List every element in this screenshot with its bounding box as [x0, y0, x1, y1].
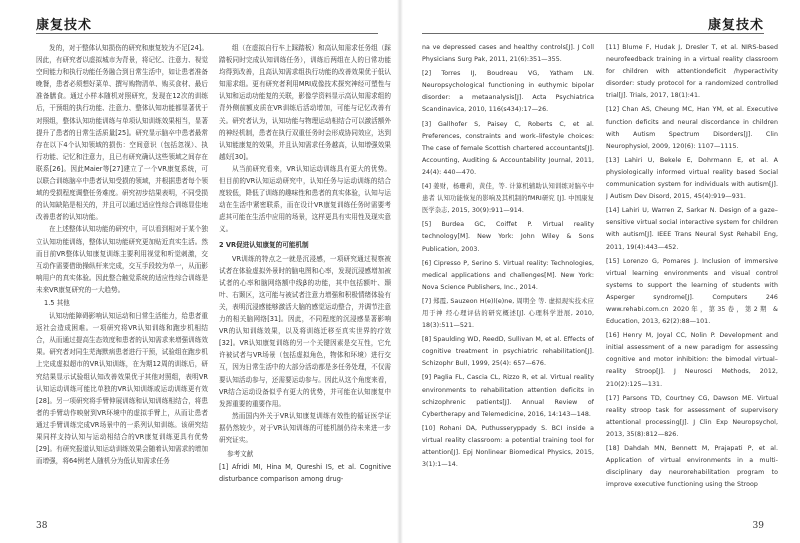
reference-entry: [11] Blume F, Hudak J, Dresler T, et al. NIRS-based neurofeedback training in a virtual reality classroom for children with attentiondeficit /hyperactivity disorder: study protocol for a randomized controlled trial[J]. Trials, 2017, 18(1):41.: [606, 44, 778, 100]
reference-entry: [5] Burdea GC, Coiffet P. Virtual reality technology[M]. New York: John Wiley & Sons Publication, 2003.: [422, 221, 594, 253]
page-number-right: 39: [752, 521, 764, 531]
reference-entry: [8] Spaulding WD, ReedD, Sullivan M, et al. Effects of cognitive treatment in psychiatric rehabilitation[J]. Schizophr Bull, 1999, 25(4): 657—676.: [422, 336, 594, 368]
reference-entry: [17] Parsons TD, Courtney CG, Dawson ME. Virtual reality stroop task for assessment of supervisory attentional processing[J]. J Clin Exp Neuropsychol, 2013, 35(8):812—826.: [606, 394, 778, 438]
header-rule-right: [422, 33, 764, 34]
page-number-left: 38: [36, 521, 48, 531]
body-paragraph: 从当前研究看来，VR认知运动训练具有更大的优势。但目前的VR认知运动研究中，认知任务与运动训练的结合度较低，降低了训练的趣味性和患者的真实体验，认知与运动在生活中紧密联系，而在设计VR康复训练任务时需要考虑其可能在生活中应用的场景，这样更具有实用性及现实意义。: [219, 164, 391, 234]
reference-entry: [14] Lahiri U, Warren Z, Sarkar N. Design of a gaze– sensitive virtual social interactive system for children with autism[J]. IEEE Trans Neural Syst Rehabil Eng, 2011, 19(4):443—452.: [606, 207, 778, 251]
reference-entry: [18] Dahdah MN, Bennett M, Prajapati P, et al. Application of virtual environments in a multi-disciplinary day neurorehabilitation program to improve executive functioning using the Stroop: [606, 445, 778, 489]
reference-entry: [16] Henry M, Joyal CC, Nolin P. Development and initial assessment of a new paradigm for assessing cognitive and motor inhibition: the bimodal virtual– reality Stroop[J]. J Neurosci Methods, 2012, 210(2):125—131.: [606, 332, 778, 388]
reference-entry: [15] Lorenzo G, Pomares J. Inclusion of immersive virtual learning environments and visual control systems to support the learning of students with Asperger syndrome[J]. Computers 246 www.rehabi.com.cn 2020年，第35卷，第2期 & Education, 2013, 62(2):88—101.: [606, 257, 778, 326]
reference-entry: [10] Rohani DA, Puthusseryppady S. BCI inside a virtual reality classroom: a potential training tool for attention[J]. Epj Nonlinear Biomedical Physics, 2015, 3(1):1—14.: [422, 424, 594, 469]
header-rule-left: [36, 33, 378, 34]
reference-entry: [1] Afridi MI, Hina M, Qureshi IS, et al. Cognitive disturbance comparison among drug-: [219, 463, 391, 484]
right-page-column-2: [606, 42, 778, 512]
reference-entry: [13] Lahiri U, Bekele E, Dohrmann E, et al. A physiologically informed virtual reality based Social communication system for individuals with autism[J]. J Autism Dev Disord, 2015, 45(4):919—931.: [606, 156, 778, 201]
reference-entry: na ve depressed cases and healthy controls[J]. J Coll Physicians Surg Pak, 2011, 21(6):351—355.: [422, 44, 594, 64]
reference-entry: [2] Torres IJ, Boudreau VG, Yatham LN. Neuropsychological functioning in euthymic bipolar disorder: a metaanalysis[J]. Acta Psychiatrica Scandinavica, 2010, 116(s434):17—26.: [422, 70, 594, 114]
body-paragraph: 在上述整体认知功能的研究中，可以看到相对于某个独立认知功能训练，整体认知功能研究更加贴近真实生活。然而目前VR整体认知康复训练主要利用视觉和听觉刺激，交互动作需要借助操纵杆来完成，交互手段较为单一，从而影响用户的真实体验。因此整合触觉系统的适应性综合训练是未来VR康复研究的一大趋势。: [36, 225, 208, 294]
journal-title-right: 康复技术: [707, 18, 764, 33]
reference-entry: [6] Cipresso P, Serino S. Virtual reality: Technologies, medical applications and challenges[M]. New York: Nova Science Publishers, Inc., 2014.: [422, 259, 594, 291]
left-page-column-2: [219, 42, 391, 512]
subsection-heading: 1.5 其他: [44, 298, 70, 307]
reference-entry: [7] 郑霞, Sauzeon H(e)l(e)ne, 周明全 等. 虚拟现实技术应用于神 经心理评估的研究概述[J]. 心理科学进展, 2010, 18(3):511—521.: [422, 297, 594, 330]
reference-entry: [9] Paglia FL, Cascia CL, Rizzo R, et al. Virtual reality environments to rehabilitation attention deficits in schizophrenic patients[J]. Annual Review of Cybertherapy and Telemedicine, 2016, 14:143—148.: [422, 374, 594, 418]
right-page: [400, 0, 800, 543]
body-paragraph: 发的，对于整体认知损伤的研究和康复较为不足[24]。因此，有研究者以虚拟城市为背景，将记忆、注意力、视觉空间能力和执行功能任务融合到日常生活中，如让患者准备晚餐，患者必须想好菜单、撰写购物清单、购买食材、最后准备膳食。通过小样本随机对照研究，发现在12次的训练后，干预组的执行功能、注意力、整体认知功能都显著优于对照组，整体认知功能训练与单项认知训练效果相当，显著提升了患者的日常生活质量[25]。研究显示脑卒中患者最常存在以下4个认知领域的损伤：空间意识（包括忽视）、执行功能、记忆和注意力，且已有研究确认这些领域之间存在联系[26]。因此Maier等[27]建立了一个VR康复系统，可以联合训练脑卒中患者认知受损的领域，并根据患者每个领域的受损程度调整任务难度。研究初步结果表明，不同受损的认知缺陷是相关的，并且可以通过适应性综合训练显佳地改善患者的认知功能。: [36, 44, 208, 222]
body-paragraph: 认知功能障碍影响认知运动和日常生活能力，给患者重返社会造成困难。一项研究将VR认知训练和跑步机相结合，从而通过提高生态效度和患者的认知需求来增强训练效果。研究者对同生芜海默病患者进行干预，试验组在跑步机上完成虚拟超市的VR认知训练，在为期12周的训练后，研究结果显示试验组认知改善效果优于其他对照组，表明VR认知运动训练可能比单独的VR认知训练或运动训练更有效[28]。另一项研究将手臂伸展训练和认知训练相结合，将患者的手臂动作映射到VR环境中的虚拟手臂上，从而让患者通过手臂训练完成VR场景中的一系列认知训练。该研究结果同样支持认知与运动相结合的VR康复训练更具有优势[29]。有研究报道认知运动训练效果会随着认知需求的增加而增强，将64例老人随机分为低认知需求任务: [36, 312, 208, 466]
reference-entry: [3] Gallhofer S, Paisey C, Roberts C, et al. Preferences, constraints and work–lifestyle choices: The case of female Scottish chartered accountants[J]. Accounting, Auditing & Accountability Journal, 2011, 24(4): 440—470.: [422, 120, 594, 176]
body-paragraph: 组（在虚拟自行车上踩踏板）和高认知需求任务组（踩踏板同时完成认知训练任务），训练后两组在人的日常功能均得到改善，且高认知需求组执行功能的改善效果优于低认知需求组。更有研究者利用MRI成像技术探究神经可塑性与认知和运动功能复的关联，影像学资料显示高认知需求组的背外侧前额皮质在VR训练后活动增加，可能与记忆改善有关。研究者认为，认知功能与物理运动相结合可以激活额外的神经机制，患者在执行双重任务时会形成协同效应，达到认知能康复的效果，并且认知需求任务越高，认知增强效果越好[30]。: [219, 44, 391, 161]
section-heading: 2 VR促进认知康复的可能机制: [219, 240, 309, 249]
body-paragraph: VR训练的特点之一就是沉浸感，一项研究通过视察被试者在体验虚拟外景时的脑电图和心率，发现沉浸感增加被试者的心率和脑网络额中线β的功能，其中包括额叶、颞叶、右颞区，这可能与被试者注意力增强和积极情绪体验有关，表明沉浸感能够激活大脑的感觉运动整合，并调节注意力的相关脑网络[31]。因此，不同程度的沉浸感显著影响VR的认知训练效果，以及将训练迁移至真实世界的疗效[32]。VR认知康复训练的另一个关键因素是交互性，它允许被试者与VR场景（包括虚拟角色，物体和环境）进行交互，因为日常生活中的大部分活动都是多任务处理，不仅需要认知活动参与，还需要运动参与。因此从这个角度来看，VR结合运动设备似乎有更大的优势，并可能在认知康复中发挥重要的重要作用。: [219, 254, 391, 408]
reference-entry: [12] Chan AS, Cheung MC, Han YM, et al. Executive function deficits and neural discordance in children with Autism Spectrum Disorders[J]. Clin Neurophysiol, 2009, 120(6): 1107—1115.: [606, 106, 778, 150]
journal-title-left: 康复技术: [36, 18, 93, 33]
body-paragraph: 然而国内外关于VR认知康复训练有效性的循证医学证据仍然较少，对于VR认知训练的可能机制仍待未来进一步研究证实。: [219, 411, 391, 444]
reference-entry: [4] 姜财，杨珊莉，黄佳，等. 计算机辅助认知训练对脑卒中患者 认知功能恢复的影响及其机制的fMRI研究 [J]. 中国康复医学杂志, 2015, 30(9):911—914.: [422, 183, 594, 215]
left-page-column-1: [36, 42, 208, 512]
right-page-column-1: [422, 42, 594, 512]
references-heading: 参考文献: [227, 450, 254, 459]
